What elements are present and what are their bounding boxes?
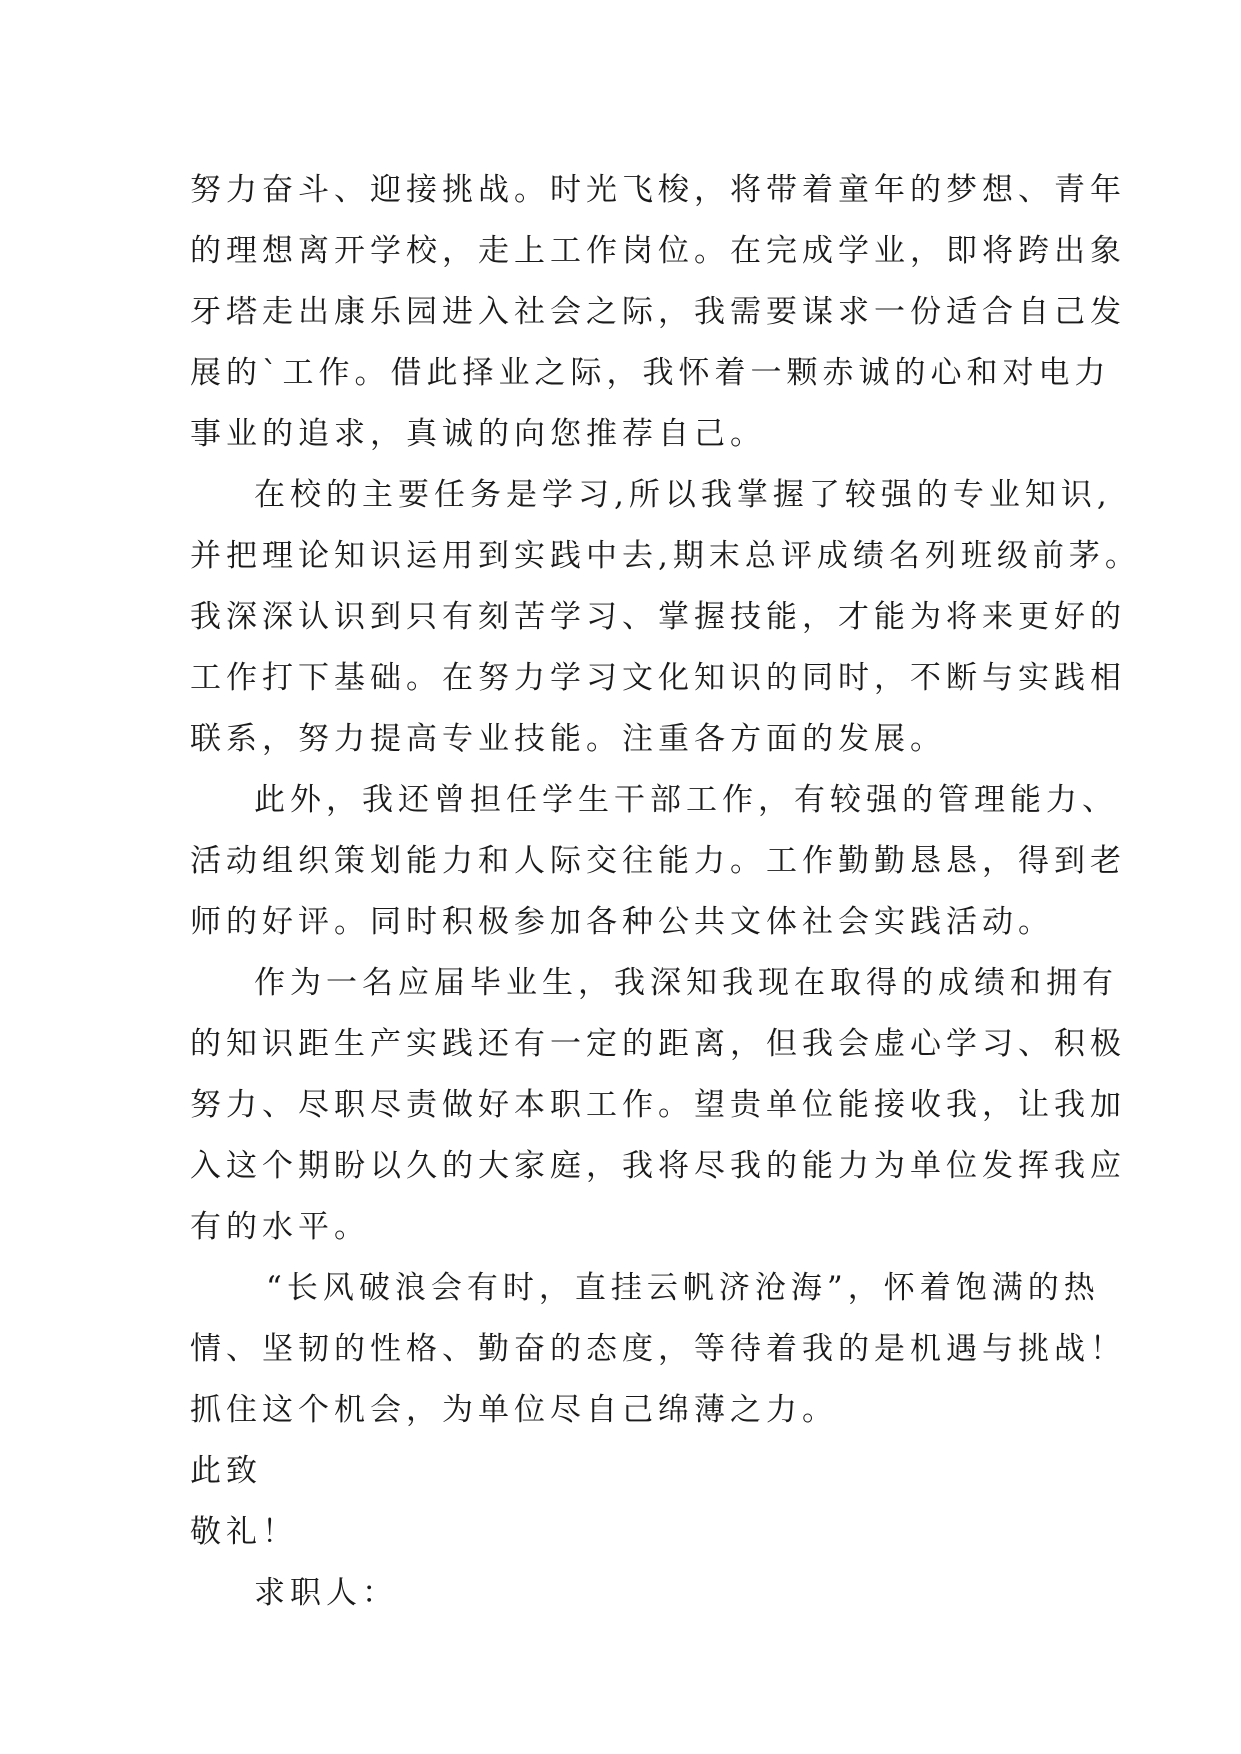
- text-line: 联系，努力提高专业技能。注重各方面的发展。: [190, 721, 946, 757]
- text-line: 活动组织策划能力和人际交往能力。工作勤勤恳恳，得到老: [190, 843, 1126, 879]
- text-line: 抓住这个机会，为单位尽自己绵薄之力。: [190, 1392, 838, 1428]
- paragraph-start-line: 在校的主要任务是学习,所以我掌握了较强的专业知识,: [254, 477, 1112, 513]
- paragraph-start-line: 作为一名应届毕业生，我深知我现在取得的成绩和拥有: [254, 965, 1118, 1001]
- text-line: 我深深认识到只有刻苦学习、掌握技能，才能为将来更好的: [190, 599, 1126, 635]
- closing-line: 此致: [190, 1453, 262, 1489]
- letter-body: [190, 160, 1141, 1624]
- text-line: 努力奋斗、迎接挑战。时光飞梭，将带着童年的梦想、青年: [190, 172, 1126, 208]
- paragraph-start-line: 此外，我还曾担任学生干部工作，有较强的管理能力、: [254, 782, 1118, 818]
- text-line: 努力、尽职尽责做好本职工作。望贵单位能接收我，让我加: [190, 1087, 1126, 1123]
- text-line: 展的`工作。借此择业之际，我怀着一颗赤诚的心和对电力: [190, 355, 1111, 391]
- signature-line: 求职人：: [254, 1575, 398, 1611]
- text-line: 情、坚韧的性格、勤奋的态度，等待着我的是机遇与挑战！: [190, 1331, 1126, 1367]
- text-line: 的知识距生产实践还有一定的距离，但我会虚心学习、积极: [190, 1026, 1126, 1062]
- text-line: 并把理论知识运用到实践中去,期末总评成绩名列班级前茅。: [190, 538, 1141, 574]
- text-line: 师的好评。同时积极参加各种公共文体社会实践活动。: [190, 904, 1054, 940]
- text-line: 入这个期盼以久的大家庭，我将尽我的能力为单位发挥我应: [190, 1148, 1126, 1184]
- text-line: 事业的追求，真诚的向您推荐自己。: [190, 416, 766, 452]
- text-line: 的理想离开学校，走上工作岗位。在完成学业，即将跨出象: [190, 233, 1126, 269]
- text-line: 工作打下基础。在努力学习文化知识的同时，不断与实践相: [190, 660, 1126, 696]
- paragraph-start-line: “长风破浪会有时，直挂云帆济沧海”，怀着饱满的热: [266, 1270, 1100, 1306]
- text-line: 有的水平。: [190, 1209, 370, 1245]
- text-line: 牙塔走出康乐园进入社会之际，我需要谋求一份适合自己发: [190, 294, 1126, 330]
- salutation-line: 敬礼！: [190, 1514, 298, 1550]
